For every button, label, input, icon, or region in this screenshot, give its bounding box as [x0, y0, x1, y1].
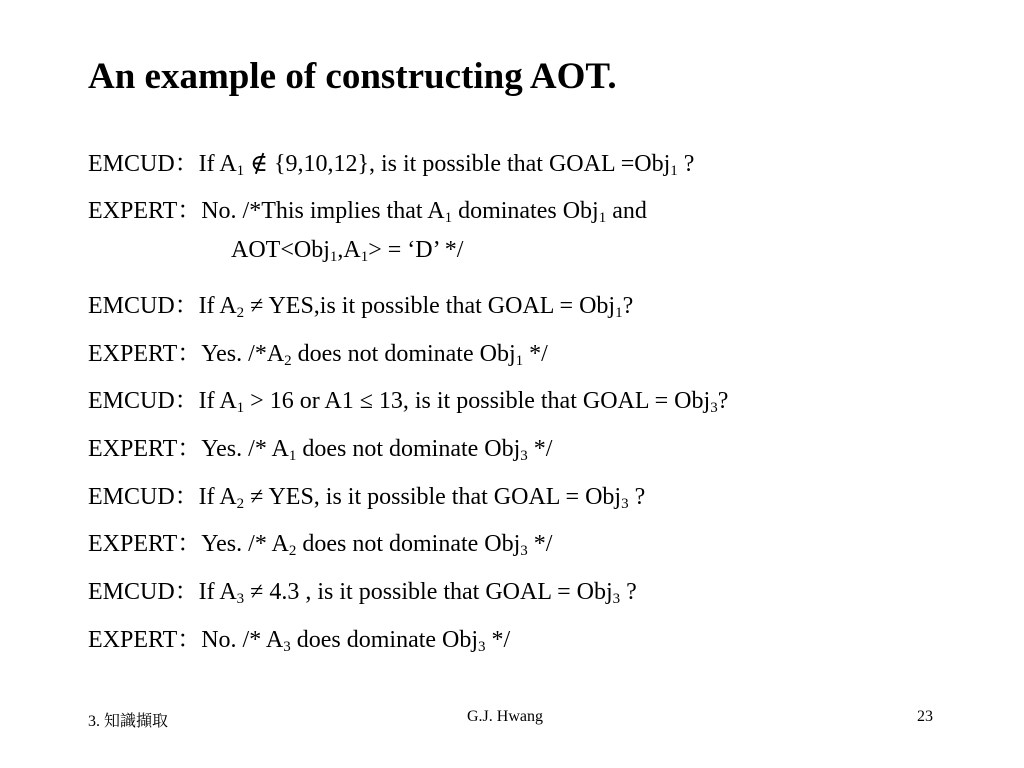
dialogue-line: EXPERT：Yes. $/*A_2$ does not dominate Obj$_1$ */ [88, 341, 548, 369]
footer-author: G.J. Hwang [467, 708, 543, 725]
dialogue-line: EXPERT：Yes. /* $A_1$ does not dominate Obj$_3$ */ [88, 436, 553, 464]
dialogue-line: EMCUD：If $A_1 > 16$ or A1 ≤ 13, is it possible that GOAL = Obj$_3$? [88, 388, 729, 416]
dialogue-line: EMCUD：If $A_2$ ≠ YES, is it possible that GOAL = Obj$_3$ ? [88, 484, 646, 512]
dialogue-line: EXPERT：No. /* $A_3$ does dominate Obj$_3$ */ [88, 627, 511, 655]
dialogue-line: $AOT<Obj_1,A_1>$ = ‘D’ */ [231, 237, 464, 265]
dialogue-line: EMCUD：If $A_3 \ne 4.3$ , is it possible that GOAL = Obj$_3$ ? [88, 579, 637, 607]
footer-page-number: 23 [917, 708, 933, 725]
slide-title: An example of constructing AOT. [88, 56, 617, 97]
footer-section-label: 3. 知識擷取 [88, 713, 169, 730]
dialogue-line: EMCUD：If $A_2 \ne YES,is$ it possible that GOAL = Obj$_1$? [88, 293, 634, 321]
dialogue-line: EXPERT：No. /*This implies that $A_1$ dominates Obj$_1$ and [88, 198, 647, 226]
dialogue-line: EMCUD：If $A_1$ ∉ {9,10,12}, is it possible that GOAL =Obj$_1$ ? [88, 151, 695, 179]
dialogue-line: EXPERT：Yes. /* $A_2$ does not dominate Obj$_3$ */ [88, 531, 553, 559]
